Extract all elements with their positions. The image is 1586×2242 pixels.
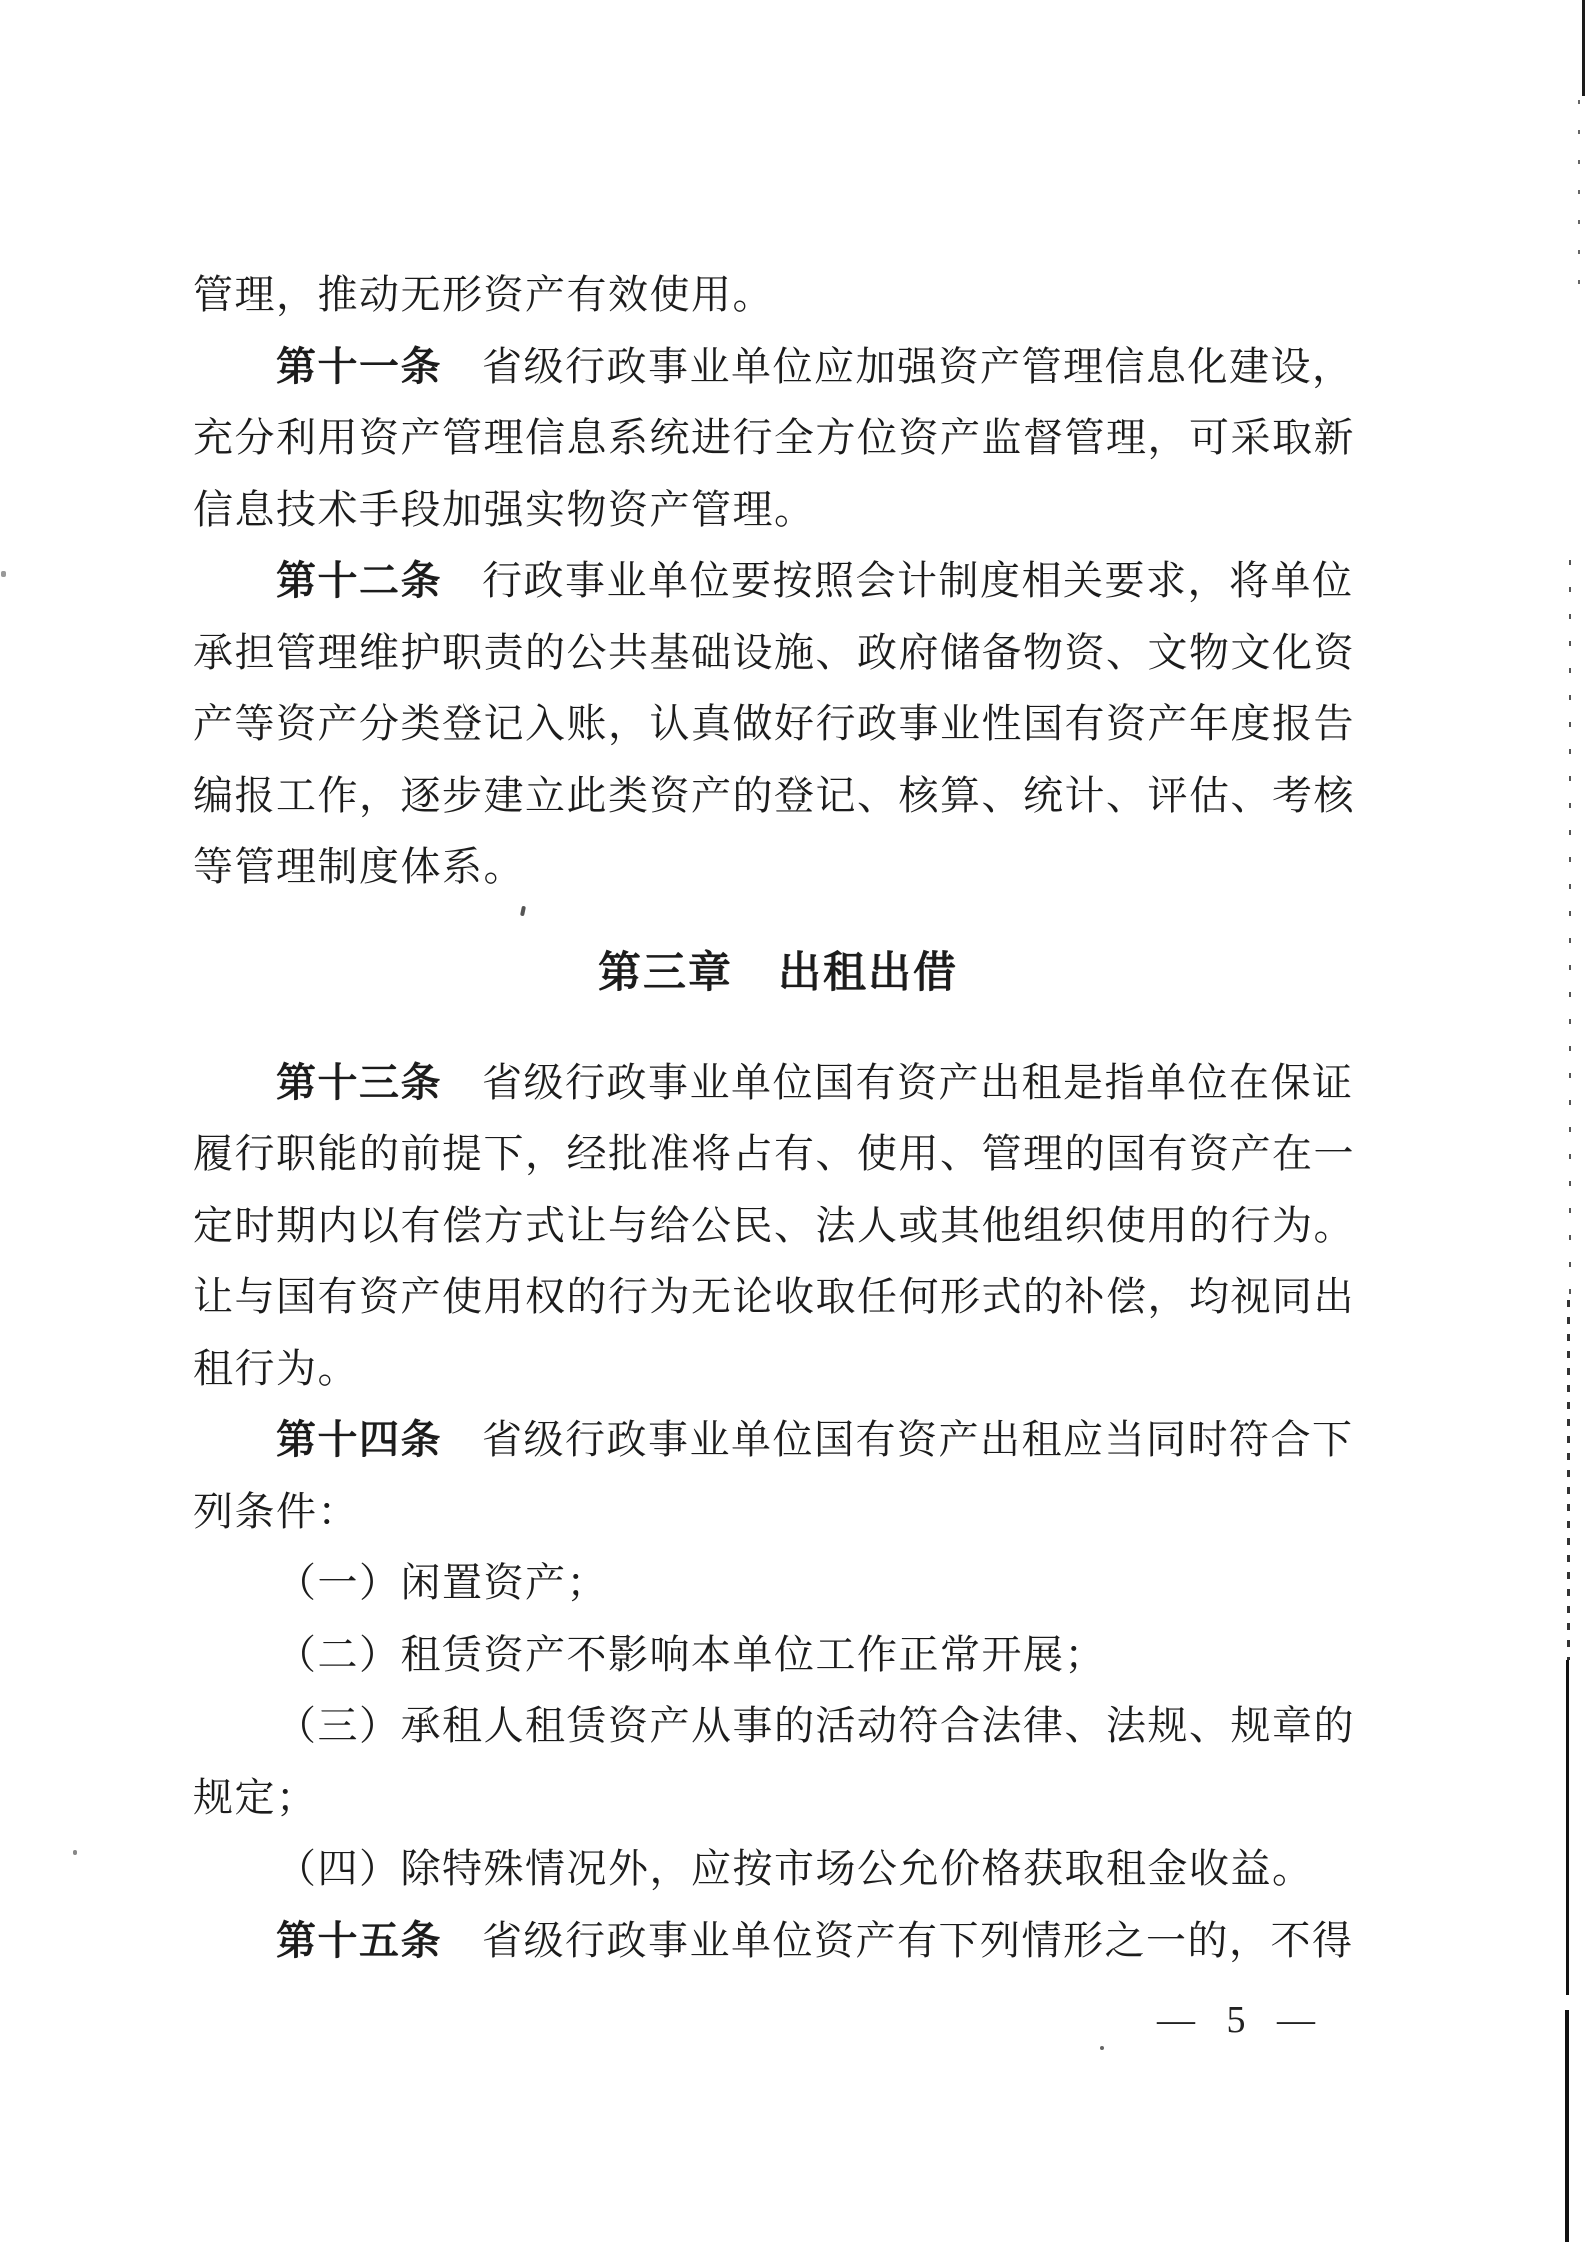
scan-speck [1100,2046,1104,2050]
text-line [193,1619,1363,1691]
text-segment: 省级行政事业单位国有资产出租是指单位在保证 [482,1059,1354,1105]
article-number: 第十一条 [276,344,442,389]
text-line [193,1190,1363,1262]
text-line [193,1333,1363,1405]
chapter-heading [193,937,1363,1009]
text-segment: 让与国有资产使用权的行为无论收取任何形式的补偿，均视同出 [193,1274,1355,1319]
text-line [193,1905,1363,1977]
text-line [193,1833,1363,1905]
text-segment: 履行职能的前提下，经批准将占有、使用、管理的国有资产在一 [193,1131,1355,1176]
text-line [193,1404,1363,1476]
page-edge-line [1569,560,1571,1300]
text-line [193,760,1363,832]
text-line [193,1547,1363,1619]
text-segment: 编报工作，逐步建立此类资产的登记、核算、统计、评估、考核 [193,772,1355,818]
text-segment: 列条件： [193,1488,359,1534]
text-segment: 定时期内以有偿方式让与给公民、法人或其他组织使用的行为。 [193,1202,1355,1248]
text-segment: 租行为。 [193,1345,359,1391]
page-edge-line [1565,2010,1569,2242]
text-line [193,402,1363,474]
scan-speck [1,571,6,577]
text-line [193,1476,1363,1548]
text-segment: 等管理制度体系。 [193,844,525,889]
text-line [193,1690,1363,1762]
text-segment: （四）除特殊情况外，应按市场公允价格获取租金收益。 [276,1846,1314,1891]
text-segment: （一）闲置资产； [276,1560,608,1605]
text-line [193,1261,1363,1333]
text-segment: 承担管理维护职责的公共基础设施、政府储备物资、文物文化资 [193,629,1355,675]
page-edge-line [1578,100,1580,290]
scan-speck [73,1850,77,1855]
text-line [193,474,1363,546]
text-segment: 产等资产分类登记入账，认真做好行政事业性国有资产年度报告 [193,701,1355,746]
text-segment: 省级行政事业单位国有资产出租应当同时符合下 [482,1417,1354,1462]
text-segment: 充分利用资产管理信息系统进行全方位资产监督管理，可采取新 [193,415,1355,460]
article-number: 第十三条 [276,1060,442,1105]
text-line [193,331,1363,403]
text-line [193,688,1363,760]
text-line [193,1047,1363,1119]
text-line [193,617,1363,689]
text-segment: 规定； [193,1774,318,1820]
page-number: — 5 — [1157,1999,1320,2041]
text-segment: （二）租赁资产不影响本单位工作正常开展； [276,1631,1106,1677]
text-line [193,545,1363,617]
document-text [193,259,1363,1976]
text-segment: （三）承租人租赁资产从事的活动符合法律、法规、规章的 [276,1703,1355,1748]
text-line [193,1762,1363,1834]
text-line [193,1118,1363,1190]
text-segment: 信息技术手段加强实物资产管理。 [193,486,816,532]
page-edge-line [1582,0,1585,96]
page-edge-line [1567,1300,1570,1660]
text-segment: 第三章 出租出借 [598,948,958,997]
page-edge-line [1566,1660,1569,1995]
text-segment: 行政事业单位要按照会计制度相关要求，将单位 [482,558,1354,603]
text-segment: 省级行政事业单位应加强资产管理信息化建设， [482,343,1354,389]
text-line [193,259,1363,331]
text-line [193,831,1363,903]
text-segment: 管理，推动无形资产有效使用。 [193,272,774,317]
text-segment: 省级行政事业单位资产有下列情形之一的，不得 [482,1917,1354,1963]
article-number: 第十四条 [276,1418,442,1462]
article-number: 第十五条 [276,1918,442,1963]
article-number: 第十二条 [276,559,442,603]
